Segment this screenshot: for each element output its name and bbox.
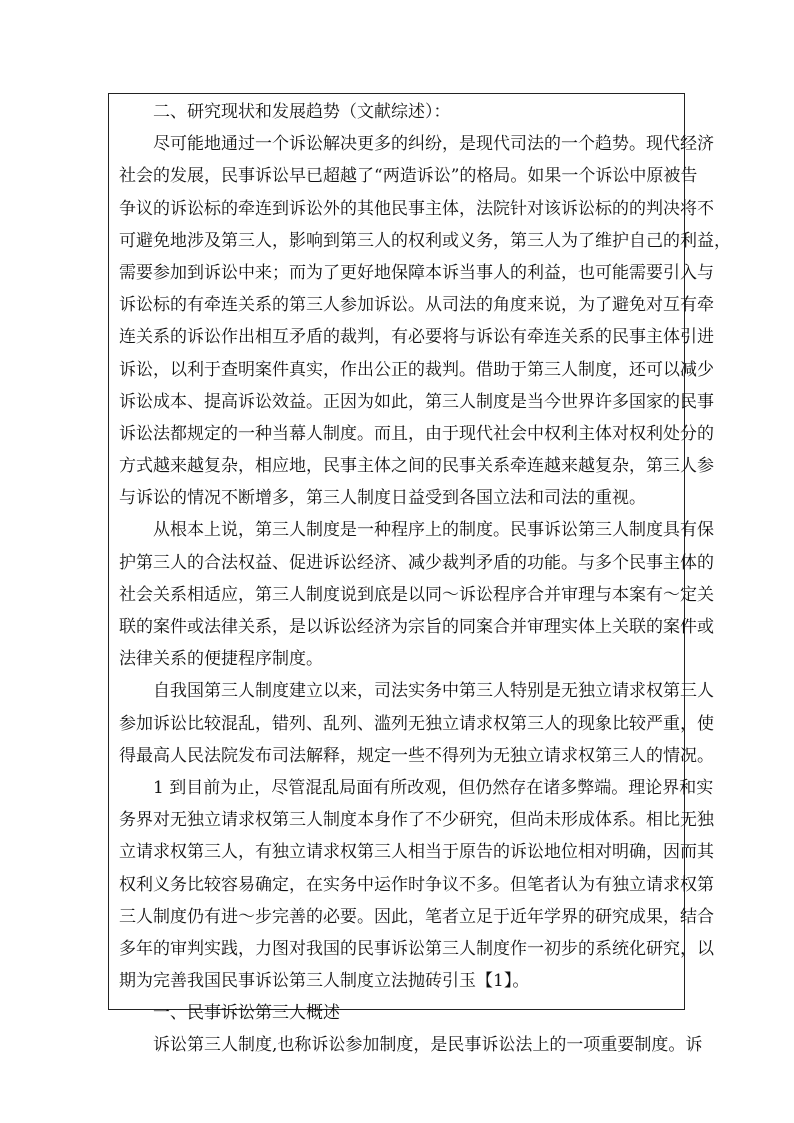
form-table-cell xyxy=(108,93,731,1056)
paragraph-line: 1 到目前为止，尽管混乱局面有所改观，但仍然存在诸多弊端。理论界和实 xyxy=(153,777,714,798)
paragraph-line: 社会关系相适应，第三人制度说到底是以同～诉讼程序合并审理与本案有～定关 xyxy=(119,584,714,605)
paragraph-line: 诉讼，以利于查明案件真实，作出公正的裁判。借助于第三人制度，还可以减少 xyxy=(119,359,714,380)
paragraph-line: 诉讼成本、提高诉讼效益。正因为如此，第三人制度是当今世界许多国家的民事 xyxy=(119,391,714,412)
paragraph-line: 诉讼第三人制度,也称诉讼参加制度，是民事诉讼法上的一项重要制度。诉 xyxy=(153,1035,703,1056)
paragraph-line: 方式越来越复杂，相应地，民事主体之间的民事关系牵连越来越复杂，第三人参 xyxy=(119,456,714,477)
paragraph-line: 参加诉讼比较混乱，错列、乱列、滥列无独立请求权第三人的现象比较严重，使 xyxy=(119,713,714,734)
paragraph-line: 尽可能地通过一个诉讼解决更多的纠纷，是现代司法的一个趋势。现代经济 xyxy=(153,134,714,155)
paragraph-line: 诉讼标的有牵连关系的第三人参加诉讼。从司法的角度来说，为了避免对互有牵 xyxy=(119,295,714,316)
section-heading-review: 二、研究现状和发展趋势（文献综述）： xyxy=(153,102,451,122)
paragraph-line: 需要参加到诉讼中来；而为了更好地保障本诉当事人的利益，也可能需要引入与 xyxy=(119,262,714,283)
paragraph-line: 立请求权第三人，有独立请求权第三人相当于原告的诉讼地位相对明确，因而其 xyxy=(119,842,714,863)
paragraph-line: 社会的发展，民事诉讼早已超越了“两造诉讼”的格局。如果一个诉讼中原被告 xyxy=(119,166,698,187)
section-heading-overview: 一、民事诉讼第三人概述 xyxy=(153,1003,340,1024)
paragraph-line: 连关系的诉讼作出相互矛盾的裁判，有必要将与诉讼有牵连关系的民事主体引进 xyxy=(119,327,714,348)
paragraph-line: 期为完善我国民事诉讼第三人制度立法抛砖引玉【1】。 xyxy=(119,971,530,992)
paragraph-line: 诉讼法都规定的一种当幕人制度。而且，由于现代社会中权利主体对权利处分的 xyxy=(119,423,714,444)
paragraph-line: 争议的诉讼标的牵连到诉讼外的其他民事主体，法院针对该诉讼标的的判决将不 xyxy=(119,198,714,219)
paragraph-line: 得最高人民法院发布司法解释，规定一些不得列为无独立请求权第三人的情况。 xyxy=(119,745,714,766)
paragraph-line: 三人制度仍有进～步完善的必要。因此，笔者立足于近年学界的研究成果，结合 xyxy=(119,906,714,927)
paragraph-line: 务界对无独立请求权第三人制度本身作了不少研究，但尚未形成体系。相比无独 xyxy=(119,810,714,831)
paragraph-line: 多年的审判实践，力图对我国的民事诉讼第三人制度作一初步的系统化研究，以 xyxy=(119,938,714,959)
paragraph-line: 可避免地涉及第三人，影响到第三人的权利或义务，第三人为了维护自己的利益， xyxy=(119,230,731,251)
paragraph-line: 法律关系的便捷程序制度。 xyxy=(119,649,323,670)
paragraph-line: 护第三人的合法权益、促进诉讼经济、减少裁判矛盾的功能。与多个民事主体的 xyxy=(119,552,714,573)
paragraph-line: 联的案件或法律关系，是以诉讼经济为宗旨的同案合并审理实体上关联的案件或 xyxy=(119,617,714,637)
paragraph-line: 与诉讼的情况不断增多，第三人制度日益受到各国立法和司法的重视。 xyxy=(119,488,646,509)
paragraph-line: 权利义务比较容易确定，在实务中运作时争议不多。但笔者认为有独立请求权第 xyxy=(119,874,714,895)
paragraph-line: 自我国第三人制度建立以来，司法实务中第三人特别是无独立请求权第三人 xyxy=(153,681,714,702)
paragraph-line: 从根本上说，第三人制度是一种程序上的制度。民事诉讼第三人制度具有保 xyxy=(153,520,714,541)
literature-review-text xyxy=(119,96,731,1062)
